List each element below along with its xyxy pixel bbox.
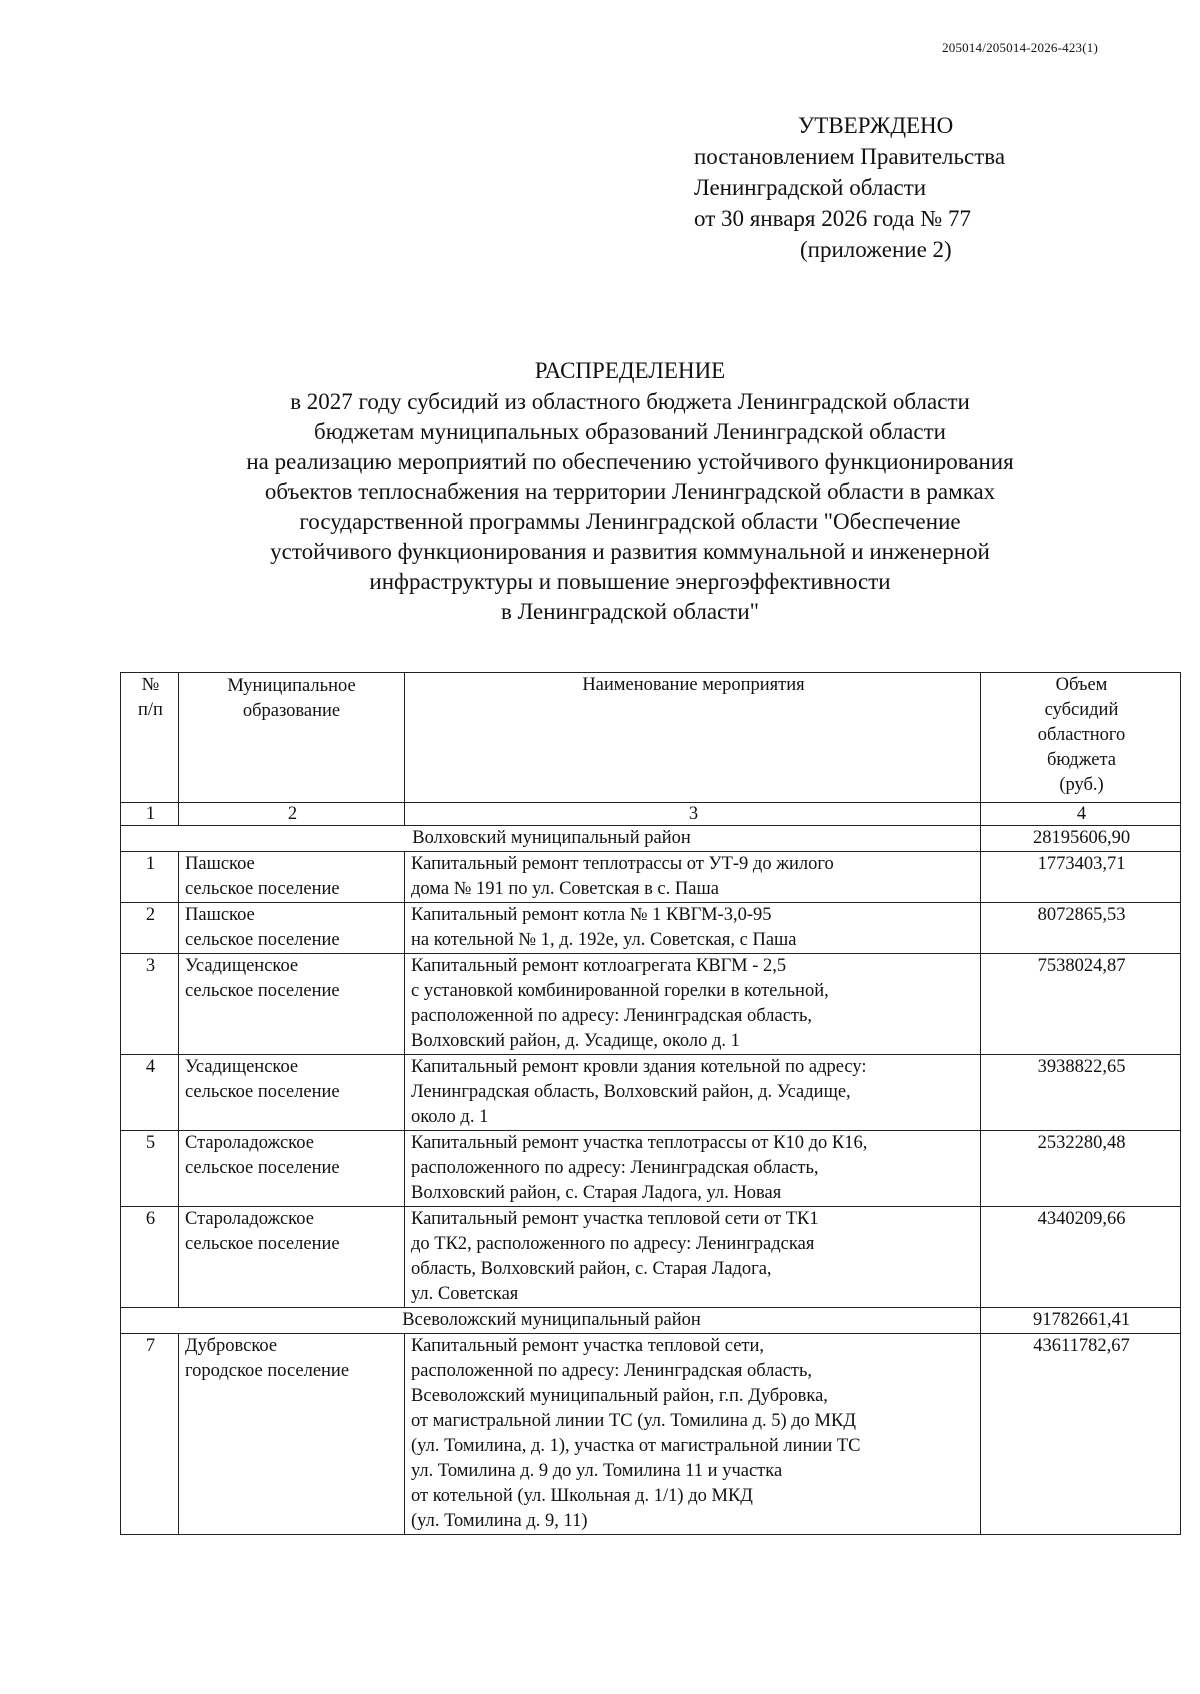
column-number: 1 xyxy=(121,803,179,826)
title-line: в 2027 году субсидий из областного бюджета Ленинградской области xyxy=(290,389,970,414)
activity-line: ул. Советская xyxy=(411,1284,519,1304)
amount-cell: 1773403,71 xyxy=(981,852,1181,903)
activity-line: Капитальный ремонт участка тепловой сети от ТК1 xyxy=(411,1209,819,1229)
activity-line: (ул. Томилина д. 9, 11) xyxy=(411,1511,588,1531)
approval-stamp xyxy=(694,110,1114,265)
municipality-line: Усадищенское xyxy=(185,1057,299,1077)
district-name: Волховский муниципальный район xyxy=(121,826,981,852)
activity-line: Капитальный ремонт теплотрассы от УТ-9 до жилого xyxy=(411,854,834,874)
activity-line: с установкой комбинированной горелки в котельной, xyxy=(411,981,829,1001)
municipality-line: Усадищенское xyxy=(185,956,299,976)
activity-line: расположенного по адресу: Ленинградская область, xyxy=(411,1158,819,1178)
subsidy-table xyxy=(120,672,1181,1535)
row-number: 2 xyxy=(121,903,179,954)
district-name: Всеволожский муниципальный район xyxy=(121,1308,981,1334)
activity-cell xyxy=(405,1207,981,1308)
activity-line: Капитальный ремонт кровли здания котельной по адресу: xyxy=(411,1057,867,1077)
amount-cell: 7538024,87 xyxy=(981,954,1181,1055)
activity-line: на котельной № 1, д. 192е, ул. Советская, с Паша xyxy=(411,930,797,950)
municipality-cell xyxy=(179,1055,405,1131)
municipality-cell xyxy=(179,954,405,1055)
title-line: в Ленинградской области" xyxy=(500,599,760,624)
title-heading: РАСПРЕДЕЛЕНИЕ xyxy=(534,358,726,383)
table-row xyxy=(121,1131,1181,1207)
row-number: 6 xyxy=(121,1207,179,1308)
row-number: 4 xyxy=(121,1055,179,1131)
activity-line: (ул. Томилина, д. 1), участка от магистральной линии ТС xyxy=(411,1436,861,1456)
table-row xyxy=(121,1055,1181,1131)
municipality-line: сельское поселение xyxy=(185,1158,340,1178)
municipality-line: сельское поселение xyxy=(185,1234,340,1254)
activity-line: ул. Томилина д. 9 до ул. Томилина 11 и участка xyxy=(411,1461,783,1481)
amount-cell: 4340209,66 xyxy=(981,1207,1181,1308)
amount-cell: 3938822,65 xyxy=(981,1055,1181,1131)
amount-cell: 2532280,48 xyxy=(981,1131,1181,1207)
activity-line: Капитальный ремонт участка тепловой сети, xyxy=(411,1336,765,1356)
activity-cell xyxy=(405,954,981,1055)
approval-line: (приложение 2) xyxy=(800,237,952,262)
activity-line: Капитальный ремонт котлоагрегата КВГМ - 2,5 xyxy=(411,956,787,976)
municipality-line: Староладожское xyxy=(185,1133,314,1153)
column-number: 4 xyxy=(981,803,1181,826)
activity-cell xyxy=(405,1131,981,1207)
activity-cell xyxy=(405,903,981,954)
title-line: объектов теплоснабжения на территории Ленинградской области в рамках xyxy=(264,479,996,504)
header-municipality: Муниципальное образование xyxy=(179,673,405,803)
header-amount: Объем субсидий областного бюджета (руб.) xyxy=(981,673,1181,803)
municipality-line: Дубровское xyxy=(185,1336,278,1356)
activity-line: Капитальный ремонт котла № 1 КВГМ-3,0-95 xyxy=(411,905,772,925)
municipality-cell xyxy=(179,903,405,954)
activity-line: Волховский район, д. Усадище, около д. 1 xyxy=(411,1031,740,1051)
row-number: 7 xyxy=(121,1334,179,1535)
title-line: инфраструктуры и повышение энергоэффективности xyxy=(369,569,891,594)
activity-line: около д. 1 xyxy=(411,1107,489,1127)
header-activity: Наименование мероприятия xyxy=(405,673,981,803)
municipality-line: сельское поселение xyxy=(185,981,340,1001)
activity-cell xyxy=(405,1334,981,1535)
approval-line: постановлением Правительства xyxy=(694,144,1006,169)
district-total: 28195606,90 xyxy=(981,826,1181,852)
district-row xyxy=(121,826,1181,852)
title-line: устойчивого функционирования и развития коммунальной и инженерной xyxy=(270,539,990,564)
municipality-cell xyxy=(179,852,405,903)
activity-line: от котельной (ул. Школьная д. 1/1) до МКД xyxy=(411,1486,753,1506)
activity-line: Волховский район, с. Старая Ладога, ул. Новая xyxy=(411,1183,782,1203)
activity-cell xyxy=(405,852,981,903)
title-line: на реализацию мероприятий по обеспечению устойчивого функционирования xyxy=(246,449,1014,474)
title-line: бюджетам муниципальных образований Ленинградской области xyxy=(314,419,946,444)
municipality-line: Пашское xyxy=(185,905,255,925)
activity-line: область, Волховский район, с. Старая Ладога, xyxy=(411,1259,772,1279)
approval-line: Ленинградской области xyxy=(694,175,927,200)
amount-cell: 43611782,67 xyxy=(981,1334,1181,1535)
activity-line: Ленинградская область, Волховский район, д. Усадище, xyxy=(411,1082,851,1102)
amount-cell: 8072865,53 xyxy=(981,903,1181,954)
table-row xyxy=(121,903,1181,954)
municipality-cell xyxy=(179,1334,405,1535)
activity-cell xyxy=(405,1055,981,1131)
municipality-line: сельское поселение xyxy=(185,1082,340,1102)
activity-line: Капитальный ремонт участка теплотрассы от К10 до К16, xyxy=(411,1133,868,1153)
column-numbers-row xyxy=(121,803,1181,826)
municipality-line: сельское поселение xyxy=(185,879,340,899)
table-row xyxy=(121,954,1181,1055)
municipality-cell xyxy=(179,1207,405,1308)
document-id: 205014/205014-2026-423(1) xyxy=(942,40,1098,55)
column-number: 2 xyxy=(179,803,405,826)
activity-line: дома № 191 по ул. Советская в с. Паша xyxy=(411,879,719,899)
district-row xyxy=(121,1308,1181,1334)
municipality-line: Пашское xyxy=(185,854,255,874)
row-number: 5 xyxy=(121,1131,179,1207)
table-row xyxy=(121,852,1181,903)
activity-line: расположенной по адресу: Ленинградская область, xyxy=(411,1361,813,1381)
activity-line: расположенной по адресу: Ленинградская область, xyxy=(411,1006,813,1026)
table-row xyxy=(121,1207,1181,1308)
district-total: 91782661,41 xyxy=(981,1308,1181,1334)
municipality-cell xyxy=(179,1131,405,1207)
activity-line: от магистральной линии ТС (ул. Томилина д. 5) до МКД xyxy=(411,1411,856,1431)
municipality-line: Староладожское xyxy=(185,1209,314,1229)
column-number: 3 xyxy=(405,803,981,826)
row-number: 1 xyxy=(121,852,179,903)
table-row xyxy=(121,1334,1181,1535)
activity-line: до ТК2, расположенного по адресу: Ленинградская xyxy=(411,1234,815,1254)
row-number: 3 xyxy=(121,954,179,1055)
approval-line: от 30 января 2026 года № 77 xyxy=(694,206,972,231)
document-title xyxy=(130,356,1130,627)
header-number: № п/п xyxy=(121,673,179,803)
activity-line: Всеволожский муниципальный район, г.п. Дубровка, xyxy=(411,1386,828,1406)
table-header-row xyxy=(121,673,1181,803)
approval-line: УТВЕРЖДЕНО xyxy=(798,113,954,138)
municipality-line: городское поселение xyxy=(185,1361,350,1381)
municipality-line: сельское поселение xyxy=(185,930,340,950)
title-line: государственной программы Ленинградской области "Обеспечение xyxy=(299,509,961,534)
